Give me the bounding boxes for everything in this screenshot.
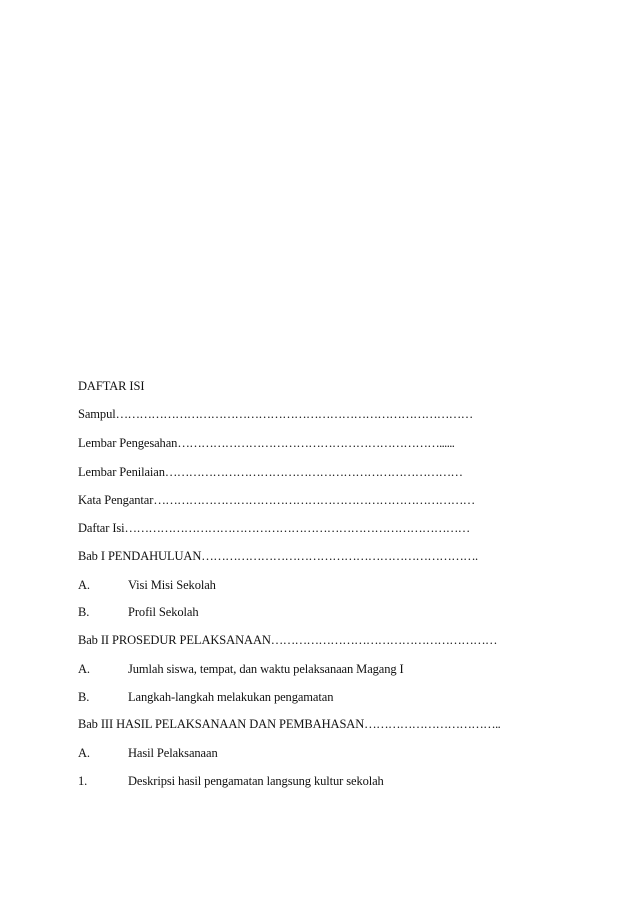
toc-entry-kata-pengantar	[78, 492, 475, 508]
item-text: Profil Sekolah	[128, 605, 199, 619]
toc-subitem	[78, 773, 384, 789]
item-marker: B.	[78, 690, 90, 704]
toc-subitem	[78, 689, 333, 705]
dot-leader: ……………………………..	[364, 717, 501, 731]
toc-heading	[78, 378, 144, 394]
toc-entry-bab-3	[78, 716, 500, 732]
dot-leader: ………………………………………………………………………	[153, 493, 475, 507]
toc-entry-daftar-isi	[78, 520, 470, 536]
dot-leader: ……………………………………………………………………………	[124, 521, 470, 535]
toc-entry-lembar-pengesahan	[78, 435, 454, 451]
item-text: Jumlah siswa, tempat, dan waktu pelaksanaan Magang I	[128, 662, 404, 676]
dot-leader: ………………………………………………………………………………	[115, 407, 473, 421]
item-text: Deskripsi hasil pengamatan langsung kultur sekolah	[128, 774, 384, 788]
dot-leader: …………………………………………………………………	[164, 465, 463, 479]
entry-label: Sampul	[78, 407, 116, 421]
item-marker: 1.	[78, 774, 88, 788]
toc-entry-sampul	[78, 406, 473, 422]
entry-label: Lembar Penilaian	[78, 465, 165, 479]
item-marker: A.	[78, 578, 90, 592]
toc-entry-bab-2	[78, 632, 497, 648]
dot-leader: …………………………………………………………….	[201, 549, 478, 563]
item-marker: A.	[78, 746, 90, 760]
toc-subitem	[78, 661, 404, 677]
entry-label: Lembar Pengesahan	[78, 436, 178, 450]
entry-label: Bab II PROSEDUR PELAKSANAAN	[78, 633, 271, 647]
toc-subitem	[78, 745, 218, 761]
dot-leader: …………………………………………………………......	[177, 436, 455, 450]
item-marker: A.	[78, 662, 90, 676]
dot-leader: …………………………………………………	[270, 633, 497, 647]
item-text: Hasil Pelaksanaan	[128, 746, 218, 760]
item-text: Langkah-langkah melakukan pengamatan	[128, 690, 334, 704]
toc-subitem	[78, 577, 216, 593]
heading-text: DAFTAR ISI	[78, 379, 145, 393]
item-text: Visi Misi Sekolah	[128, 578, 216, 592]
entry-label: Daftar Isi	[78, 521, 125, 535]
toc-entry-bab-1	[78, 548, 478, 564]
entry-label: Bab I PENDAHULUAN	[78, 549, 202, 563]
toc-subitem	[78, 604, 198, 620]
item-marker: B.	[78, 605, 90, 619]
entry-label: Bab III HASIL PELAKSANAAN DAN PEMBAHASAN	[78, 717, 365, 731]
entry-label: Kata Pengantar	[78, 493, 154, 507]
toc-entry-lembar-penilaian	[78, 464, 462, 480]
